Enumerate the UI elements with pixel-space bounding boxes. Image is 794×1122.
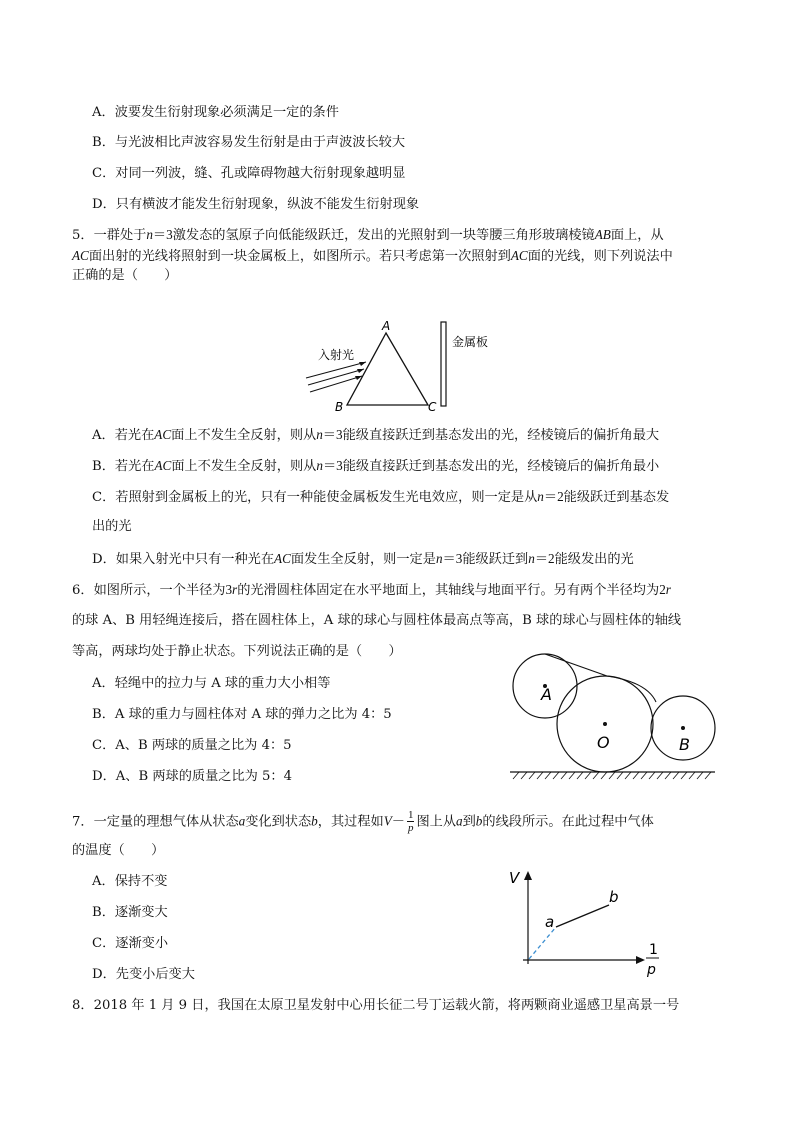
q7-option-c: C．逐渐变小 [92,936,169,951]
ground-hatching [513,772,711,779]
cylinder-label-o: O [597,733,610,752]
q4-option-d: D．只有横波才能发生衍射现象，纵波不能发生衍射现象 [92,197,420,212]
y-axis-arrow [524,871,532,880]
incident-light-label: 入射光 [318,348,355,362]
q6-option-d: D．A、B 两球的质量之比为 5：4 [92,769,293,784]
q6-stem-line3: 等高，两球均处于静止状态。下列说法正确的是（ ） [72,644,402,659]
metal-plate [441,322,446,406]
q6-cylinder-figure [505,650,730,785]
q8-stem-line1: 8．2018 年 1 月 9 日，我国在太原卫星发射中心用长征二号丁运载火箭，将两颗商业遥感卫星高景一号 [72,998,680,1013]
q4-option-c: C．对同一列波，缝、孔或障碍物越大衍射现象越明显 [92,166,406,181]
ball-a-label: A [541,685,552,704]
cylinder-center [603,722,607,726]
q4-option-a: A．波要发生衍射现象必须满足一定的条件 [92,105,339,120]
q7-fraction: $\frac{1}{p}$ [407,809,414,834]
q5-option-d: D．如果入射光中只有一种光在AC面发生全反射，则一定是n＝3能级跃迁到n＝2能级发出的光 [92,551,634,567]
q7-option-d: D．先变小后变大 [92,967,195,982]
prism-label-b: B [335,400,344,414]
q7-v-vs-inverse-p-graph [505,868,665,983]
q6-stem-line2: 的球 A、B 用轻绳连接后，搭在圆柱体上，A 球的球心与圆柱体最高点等高，B 球的球心与圆柱体的轴线 [72,613,682,628]
q5-prism-figure [300,318,500,414]
point-b-label: b [609,888,619,906]
q7-option-b: B．逐渐变大 [92,905,168,920]
x-axis-label-den: p [647,962,656,978]
x-axis-label-num: 1 [649,942,658,958]
q5-option-b: B．若光在AC面上不发生全反射，则从n＝3能级直接跃迁到基态发出的光，经棱镜后的偏折角最小 [92,458,660,474]
ball-b-center [681,726,685,730]
q6-option-b: B．A 球的重力与圆柱体对 A 球的弹力之比为 4：5 [92,707,392,722]
q4-option-b: B．与光波相比声波容易发生衍射是由于声波波长较大 [92,135,406,150]
q5-stem-line3: 正确的是（ ） [72,268,178,283]
q5-option-c-cont: 出的光 [92,519,132,534]
q7-option-a: A．保持不变 [92,874,168,889]
prism-label-a: A [382,319,391,333]
q6-option-a: A．轻绳中的拉力与 A 球的重力大小相等 [92,676,331,691]
metal-plate-label: 金属板 [452,335,489,349]
q7-stem-line2: 的温度（ ） [72,843,165,858]
extrapolation-dashed-line [529,927,556,959]
q7-stem-line1: 7．一定量的理想气体从状态a变化到状态b，其过程如V－ $\frac{1}{p}$ 图上从a到b的线段所示。在此过程中气体 [72,809,654,834]
prism-label-c: C [428,400,437,414]
q5-stem-line2: AC面出射的光线将照射到一块金属板上，如图所示。若只考虑第一次照射到AC面的光线，则下列说法中 [72,248,673,264]
process-line-ab [556,905,609,927]
point-a-label: a [545,913,555,931]
q6-stem-line1: 6．如图所示，一个半径为3r的光滑圆柱体固定在水平地面上，其轴线与地面平行。另有两个半径均为2r [72,582,671,598]
ball-b-label: B [679,735,690,754]
q5-option-a: A．若光在AC面上不发生全反射，则从n＝3能级直接跃迁到基态发出的光，经棱镜后的偏折角最大 [92,427,660,443]
x-axis-arrow [636,956,645,964]
rope-top [545,654,607,676]
y-axis-label: V [509,869,520,887]
rope-right [607,676,656,702]
q5-stem-line1: 5．一群处于n＝3激发态的氢原子向低能级跃迁，发出的光照射到一块等腰三角形玻璃棱镜AB面上，从 [72,227,664,243]
q6-option-c: C．A、B 两球的质量之比为 4：5 [92,738,292,753]
q5-option-c: C．若照射到金属板上的光，只有一种能使金属板发生光电效应，则一定是从n＝2能级跃迁到基态发 [92,489,670,505]
